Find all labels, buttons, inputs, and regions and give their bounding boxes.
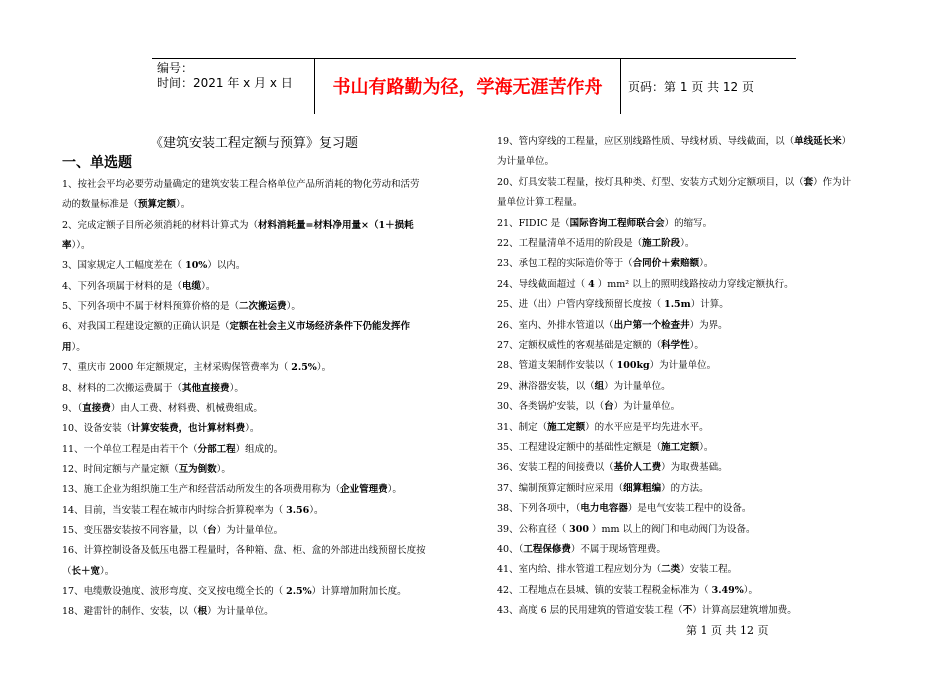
question-text: ）。 (699, 258, 714, 270)
answer-text: 台 (207, 524, 217, 536)
answer-text: 300 (569, 523, 589, 535)
question-text: ）。 (71, 341, 86, 353)
question-line (62, 380, 244, 394)
question-text: ）。 (680, 238, 695, 249)
question-text: 3、国家规定人工幅度差在（ (62, 260, 186, 272)
header-meta (152, 58, 315, 114)
question-text: 量单位计算工程量。 (497, 197, 583, 209)
answer-text: 3.49% (711, 584, 744, 596)
question-line (497, 459, 728, 473)
question-text: 7、重庆市 2000 年定额规定，主材采购保管费率为（ (62, 362, 292, 374)
answer-text: 细算粗编 (623, 482, 662, 494)
question-text: 40、（ (497, 544, 524, 555)
question-line (497, 337, 704, 351)
question-text: 11、一个单位工程是由若干个（ (62, 443, 198, 455)
question-line (497, 153, 554, 167)
question-line (62, 298, 301, 312)
answer-text: 工程保修费 (523, 544, 571, 555)
question-text: 26、室内、外排水管道以（ (497, 319, 614, 331)
question-text: 29、淋浴器安装，以（ (497, 380, 595, 392)
answer-text: 计算安装费，也计算材料费 (131, 423, 246, 435)
question-text: ）作为计 (813, 176, 852, 188)
answer-text: 出户第一个检查井 (613, 319, 690, 331)
answer-text: 基价人工费 (613, 462, 662, 474)
question-line (497, 378, 671, 392)
answer-text: 企业管理费 (340, 484, 388, 496)
answer-text: 科学性 (661, 340, 690, 351)
question-text: ）mm² 以上的照明线路按动力穿线定额执行。 (594, 278, 794, 290)
question-text: 41、室内给、排水管道工程应划分为（ (497, 564, 662, 576)
question-line (497, 541, 666, 555)
question-text: ）。 (689, 340, 704, 351)
page-footer: 第 1 页 共 12 页 (686, 624, 769, 637)
answer-text: 施工阶段 (642, 238, 681, 249)
question-text: 27、定额权威性的客观基础是定额的（ (497, 340, 662, 351)
question-text: 5、下列各项中不属于材料预算价格的是（ (62, 301, 240, 313)
question-text: ）以内。 (207, 260, 246, 272)
question-line (62, 176, 420, 190)
question-line (62, 502, 324, 516)
question-text: 8、材料的二次搬运费属于（ (62, 382, 183, 394)
question-text: ）为计量单位。 (613, 401, 681, 413)
question-line (497, 215, 712, 229)
answer-text: 施工定额 (661, 442, 700, 453)
document-title: 《建筑安装工程定额与预算》复习题 (150, 136, 359, 151)
question-text: 24、导线截面超过（ (497, 278, 589, 290)
question-line (497, 276, 794, 290)
question-line (62, 359, 331, 373)
question-text: ）为计量单位。 (216, 524, 284, 536)
answer-text: 材料消耗量=材料净用量×（1＋损耗 (258, 219, 414, 231)
answer-text: 施工定额 (547, 421, 586, 433)
question-text: 2、完成定额子目所必须消耗的材料计算式为（ (62, 219, 259, 231)
question-text: 35、工程建设定额中的基础性定额是（ (497, 442, 662, 453)
question-text: 14、目前，当安装工程在城市内时综合折算税率为（ (62, 504, 287, 516)
question-text: ）。 (316, 362, 332, 374)
question-text: ） (841, 136, 852, 147)
question-text: ）为计量单位。 (604, 380, 671, 392)
question-text: ）。 (699, 442, 714, 453)
question-text: ）为计量单位。 (649, 360, 717, 372)
question-text: ）。 (309, 504, 324, 516)
question-line (497, 194, 583, 208)
question-line (62, 400, 263, 414)
question-line (62, 318, 410, 332)
question-text: ）。 (245, 423, 260, 435)
question-text: ）。 (229, 382, 244, 394)
question-line (497, 398, 680, 412)
answer-text: 3.56 (286, 504, 310, 516)
question-text: 25、进（出）户管内穿线预留长度按（ (497, 299, 665, 311)
question-line (62, 583, 407, 597)
question-line (62, 542, 426, 556)
question-text: 9、（ (62, 402, 83, 414)
question-text: 为计量单位。 (497, 156, 555, 168)
question-text: 12、时间定额与产量定额（ (62, 463, 179, 475)
question-line (497, 500, 751, 514)
header-motto: 书山有路勤为径，学海无涯苦作舟 (315, 58, 621, 114)
question-line (497, 357, 716, 371)
question-text: 13、施工企业为组织施工生产和经营活动所发生的各项费用称为（ (62, 484, 341, 496)
answer-text: 1.5m (664, 299, 691, 311)
question-line (497, 480, 709, 494)
answer-text: 长＋宽 (71, 565, 101, 577)
answer-text: 台 (604, 401, 614, 413)
question-text: 39、公称直径（ (497, 523, 570, 535)
question-line (497, 561, 737, 575)
answer-text: 4 (588, 278, 595, 290)
question-text: ）。 (176, 199, 191, 211)
answer-text: 直接费 (82, 402, 111, 414)
question-text: 21、FIDIC 是（ (497, 217, 570, 229)
answer-text: 单线延长米 (794, 136, 842, 147)
question-text: 22、工程量清单不适用的阶段是（ (497, 238, 643, 249)
question-line (62, 217, 414, 231)
question-text: 18、避雷针的制作、安装，以（ (62, 606, 198, 618)
question-text: 19、管内穿线的工程量，应区别线路性质、导线材质、导线截面，以（ (497, 136, 795, 147)
question-text: 4、下列各项属于材料的是（ (62, 280, 183, 292)
answer-text: 组 (594, 380, 605, 392)
question-text: （ (62, 565, 72, 577)
question-line (497, 521, 756, 535)
question-text: ）为计量单位。 (207, 606, 274, 618)
question-line (62, 237, 91, 251)
question-text: 37、编制预算定额时应采用（ (497, 482, 624, 494)
question-text: ））。 (71, 240, 91, 252)
answer-text: 2.5% (286, 586, 312, 597)
question-line (62, 441, 283, 455)
answer-text: 合同价＋索赔额 (632, 258, 700, 270)
question-text: ）。 (216, 463, 231, 475)
question-line (497, 582, 758, 596)
question-line (497, 255, 713, 269)
question-line (497, 419, 709, 433)
question-text: 42、工程地点在县城、镇的安装工程税金标准为（ (497, 584, 712, 596)
answer-text: 电缆 (182, 280, 202, 292)
document-time: 时间：2021 年 x 月 x 日 (157, 76, 293, 90)
question-text: 10、设备安装（ (62, 423, 132, 435)
question-text: ）。 (387, 484, 402, 496)
answer-text: 10% (185, 260, 208, 272)
question-text: ）为界。 (689, 319, 728, 331)
question-line (62, 461, 231, 475)
section-heading: 一、单选题 (62, 155, 132, 171)
question-text: ）的水平应是平均先进水平。 (585, 421, 709, 433)
question-text: 28、管道支架制作安装以（ (497, 360, 617, 372)
document-number-label: 编号： (157, 61, 194, 75)
answer-text: 国际咨询工程师联合会 (569, 217, 665, 229)
question-text: ）。 (201, 280, 216, 292)
question-text: 16、计算控制设备及低压电器工程量时，各种箱、盘、柜、盒的外部进出线预留长度按 (62, 545, 426, 557)
question-text: 23、承包工程的实际造价等于（ (497, 258, 633, 270)
question-line (62, 563, 114, 577)
question-line (497, 174, 851, 188)
answer-text: 电力电容器 (580, 503, 628, 515)
question-text: 17、电缆敷设弛度、波形弯度、交叉按电缆全长的（ (62, 586, 287, 597)
question-line (62, 257, 245, 271)
question-line (497, 602, 797, 616)
question-text: 15、变压器安装按不同容量，以（ (62, 524, 208, 536)
question-text: 36、安装工程的间接费以（ (497, 462, 614, 474)
question-text: ）的方法。 (661, 482, 709, 494)
question-text: ）组成的。 (235, 443, 284, 455)
question-text: 动的数量标准是（ (62, 199, 139, 211)
question-text: 30、各类锅炉安装，以（ (497, 401, 605, 413)
question-text: ）。 (286, 301, 301, 313)
answer-text: 二次搬运费 (239, 301, 287, 313)
answer-text: 分部工程 (197, 443, 236, 455)
question-text: ）计算高层建筑增加费。 (692, 605, 797, 617)
answer-text: 100kg (616, 360, 650, 372)
question-line (497, 235, 694, 249)
answer-text: 用 (62, 341, 72, 353)
question-line (497, 317, 728, 331)
question-text: 6、对我国工程建设定额的正确认识是（ (62, 321, 230, 333)
question-text: ）。 (743, 584, 759, 596)
question-line (62, 196, 190, 210)
question-text: ）由人工费、材料费、机械费组成。 (110, 402, 263, 414)
question-text: ）。 (100, 565, 115, 577)
answer-text: 率 (62, 240, 72, 252)
question-text: ）计算。 (690, 299, 729, 311)
question-text: ）安装工程。 (680, 564, 738, 576)
answer-text: 预算定额 (138, 199, 177, 211)
answer-text: 定额在社会主义市场经济条件下仍能发挥作 (229, 321, 411, 333)
question-line (62, 420, 259, 434)
question-line (62, 603, 274, 617)
question-text: ）的缩写。 (664, 217, 713, 229)
answer-text: 根 (197, 606, 208, 618)
question-line (497, 296, 729, 310)
question-text: ）不属于现场管理费。 (570, 544, 666, 555)
question-text: 31、制定（ (497, 421, 548, 433)
question-text: 38、下列各项中，（ (497, 503, 581, 515)
question-line (62, 522, 283, 536)
question-line (497, 439, 713, 453)
question-line (497, 133, 851, 147)
answer-text: 不 (682, 605, 693, 617)
question-text: 20、灯具安装工程量，按灯具种类、灯型、安装方式划分定额项目，以（ (497, 176, 804, 188)
question-line (62, 339, 86, 353)
answer-text: 互为倒数 (178, 463, 217, 475)
question-text: ）mm 以上的阀门和电动阀门为设备。 (588, 523, 756, 535)
question-text: ）计算增加附加长度。 (311, 586, 407, 597)
question-text: 1、按社会平均必要劳动量确定的建筑安装工程合格单位产品所消耗的物化劳动和活劳 (62, 179, 420, 190)
question-text: 43、高度 6 层的民用建筑的管道安装工程（ (497, 605, 683, 617)
answer-text: 2.5% (291, 362, 317, 374)
question-line (62, 278, 215, 292)
answer-text: 二类 (661, 564, 681, 576)
answer-text: 其他直接费 (182, 382, 230, 394)
question-line (62, 481, 402, 495)
header-page-info: 页码：第 1 页 共 12 页 (628, 79, 754, 94)
question-text: ）为取费基础。 (661, 462, 728, 474)
answer-text: 套 (803, 176, 814, 188)
question-text: ）是电气安装工程中的设备。 (627, 503, 752, 515)
